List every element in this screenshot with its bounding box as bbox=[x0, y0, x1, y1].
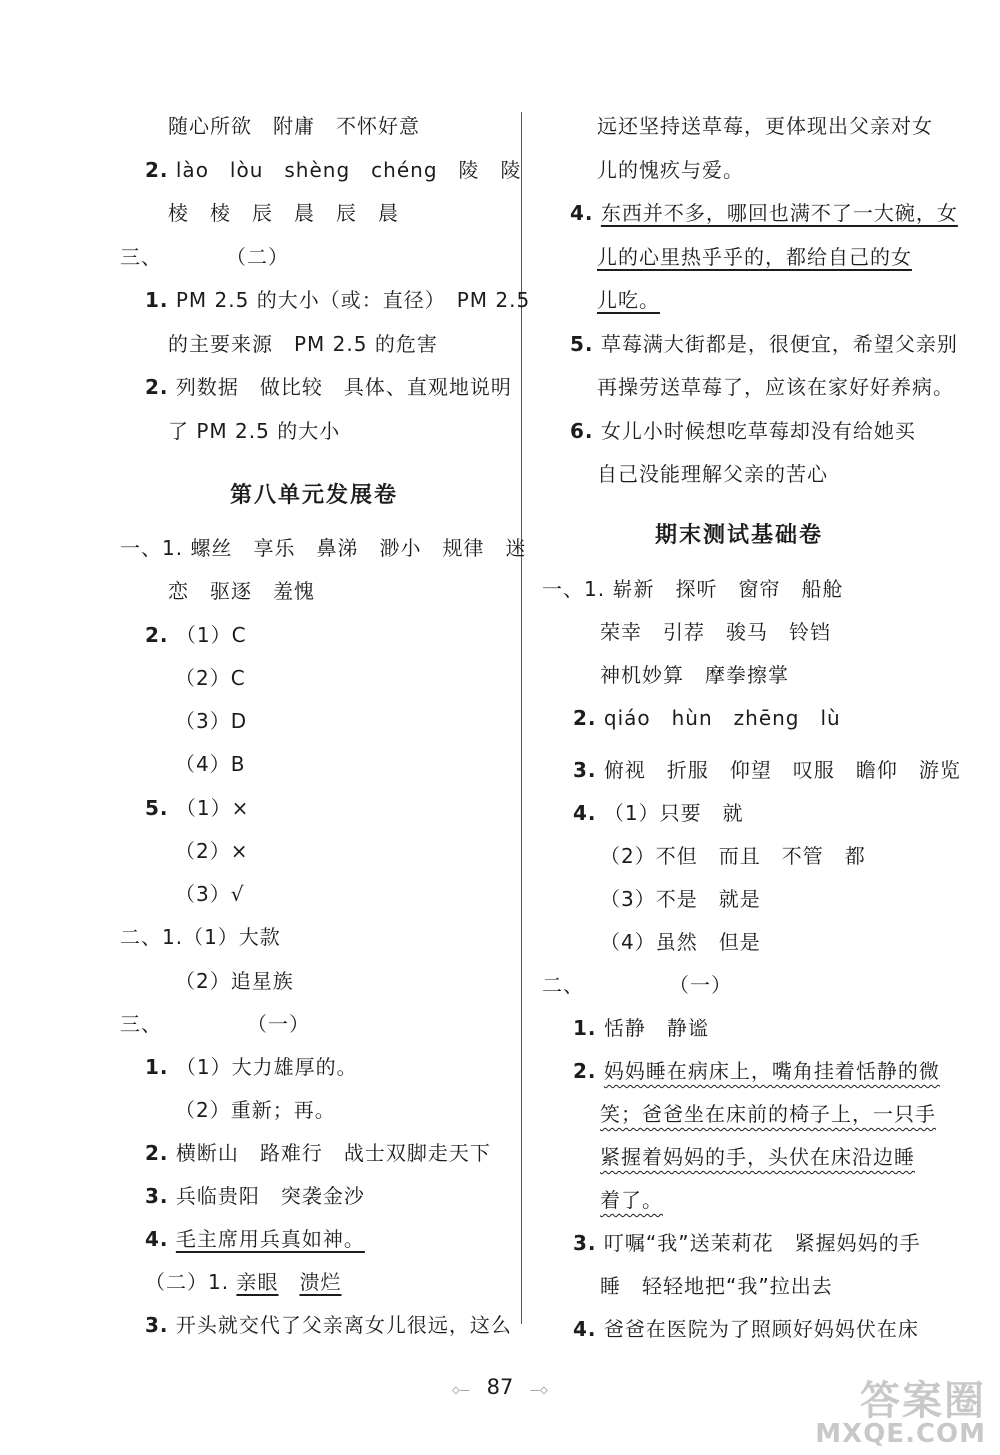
item-number: 1. bbox=[145, 1055, 169, 1079]
answer-text: 远还坚持送草莓，更体现出父亲对女 bbox=[597, 114, 933, 138]
answer-line bbox=[597, 461, 828, 487]
answer-text: （1）大力雄厚的。 bbox=[175, 1055, 358, 1079]
answer-line bbox=[570, 418, 916, 444]
answer-line bbox=[573, 800, 744, 826]
item-number: 2. bbox=[145, 158, 169, 182]
answer-line bbox=[145, 1312, 512, 1338]
answer-text: （1）× bbox=[175, 796, 250, 820]
answer-line bbox=[542, 576, 843, 602]
page-number: 87 bbox=[486, 1375, 514, 1399]
item-number: 3. bbox=[573, 758, 597, 782]
item-number: 4. bbox=[570, 201, 594, 225]
answer-line bbox=[600, 843, 866, 869]
item-number: 1. bbox=[573, 1016, 597, 1040]
answer-text: （3）不是 就是 bbox=[600, 887, 761, 911]
answer-line bbox=[168, 200, 399, 226]
item-number: 3. bbox=[145, 1313, 169, 1337]
answer-text: 三、 （一） bbox=[120, 1012, 310, 1036]
answer-text: （2）× bbox=[175, 839, 249, 863]
answer-line bbox=[145, 374, 512, 400]
underlined-answer: 溃烂 bbox=[299, 1270, 342, 1294]
item-number: 3. bbox=[573, 1231, 597, 1255]
answer-text: （3）√ bbox=[175, 882, 245, 906]
answer-text: 自己没能理解父亲的苦心 bbox=[597, 462, 828, 486]
answer-text: （4）B bbox=[175, 752, 246, 776]
answer-text: （2）追星族 bbox=[175, 969, 294, 993]
underlined-answer: 着了。 bbox=[600, 1188, 663, 1212]
answer-line bbox=[600, 1273, 833, 1299]
answer-text: （1）C bbox=[175, 623, 247, 647]
answer-text: 草莓满大街都是，很便宜，希望父亲别 bbox=[600, 332, 958, 356]
answer-line bbox=[597, 244, 912, 270]
underlined-answer: 亲眼 bbox=[236, 1270, 279, 1294]
answer-line bbox=[573, 1015, 709, 1041]
answer-line bbox=[145, 1054, 358, 1080]
answer-line bbox=[145, 622, 247, 648]
answer-text: 儿的愧疚与爱。 bbox=[597, 158, 744, 182]
answer-text: （2）重新；再。 bbox=[175, 1098, 336, 1122]
answer-line bbox=[600, 886, 761, 912]
answer-text: lào lòu shèng chéng 陵 陵 bbox=[175, 158, 522, 182]
answer-line bbox=[175, 838, 248, 864]
item-number: 2. bbox=[145, 623, 169, 647]
answer-line bbox=[573, 757, 961, 783]
answer-text: 恋 驱逐 羞愧 bbox=[168, 579, 315, 603]
answer-line bbox=[573, 1230, 921, 1256]
answer-line bbox=[168, 418, 340, 444]
answer-text: （2）不但 而且 不管 都 bbox=[600, 844, 866, 868]
answer-text: 一、1. 螺丝 享乐 鼻涕 渺小 规律 迷 bbox=[120, 536, 527, 560]
underlined-answer: 妈妈睡在病床上，嘴角挂着恬静的微 bbox=[603, 1059, 940, 1083]
answer-text: 开头就交代了父亲离女儿很远，这么 bbox=[175, 1313, 512, 1337]
answer-text: 神机妙算 摩拳擦掌 bbox=[600, 663, 789, 687]
ornament-left-icon: ◇— bbox=[452, 1385, 470, 1396]
answer-text: 二、 （一） bbox=[542, 973, 732, 997]
answer-text: （3）D bbox=[175, 709, 248, 733]
answer-text: （1）只要 就 bbox=[603, 801, 744, 825]
answer-line bbox=[573, 1316, 919, 1342]
answer-text: 兵临贵阳 突袭金沙 bbox=[175, 1184, 365, 1208]
answer-line bbox=[145, 1183, 365, 1209]
answer-line bbox=[600, 1144, 915, 1170]
item-number: 3. bbox=[145, 1184, 169, 1208]
answer-text: 叮嘱“我”送茉莉花 紧握妈妈的手 bbox=[603, 1231, 921, 1255]
watermark-url: MXQE.COM bbox=[815, 1419, 986, 1449]
item-number: 5. bbox=[570, 332, 594, 356]
answer-text: 棱 棱 辰 晨 辰 晨 bbox=[168, 201, 399, 225]
answer-line bbox=[175, 708, 247, 734]
section-heading-final-exam: 期末测试基础卷 bbox=[655, 523, 824, 548]
watermark bbox=[802, 1369, 992, 1449]
answer-line bbox=[175, 881, 244, 907]
answer-text: PM 2.5 的大小（或：直径） PM 2.5 bbox=[175, 288, 531, 312]
answer-text: （4）虽然 但是 bbox=[600, 930, 761, 954]
answer-line bbox=[145, 1269, 341, 1295]
underlined-answer: 毛主席用兵真如神。 bbox=[175, 1227, 365, 1251]
answer-text: 一、1. 崭新 探听 窗帘 船舱 bbox=[542, 577, 844, 601]
answer-line bbox=[168, 331, 438, 357]
answer-line bbox=[120, 244, 289, 270]
answer-text: 爸爸在医院为了照顾好妈妈伏在床 bbox=[603, 1317, 919, 1341]
ornament-right-icon: —◇ bbox=[530, 1385, 548, 1396]
answer-line bbox=[597, 113, 933, 139]
answer-line bbox=[120, 1011, 310, 1037]
answer-line bbox=[600, 662, 789, 688]
answer-text: 睡 轻轻地把“我”拉出去 bbox=[600, 1274, 833, 1298]
answer-text: 了 PM 2.5 的大小 bbox=[168, 419, 341, 443]
answer-line bbox=[120, 535, 526, 561]
answer-line bbox=[175, 968, 294, 994]
underlined-answer: 笑；爸爸坐在床前的椅子上，一只手 bbox=[600, 1102, 936, 1126]
answer-text: 二、1.（1）大款 bbox=[120, 925, 281, 949]
answer-text: 荣幸 引荐 骏马 铃铛 bbox=[600, 620, 831, 644]
answer-line bbox=[145, 157, 522, 183]
item-number: 6. bbox=[570, 419, 594, 443]
answer-text: 横断山 路难行 战士双脚走天下 bbox=[175, 1141, 491, 1165]
item-number: 4. bbox=[145, 1227, 169, 1251]
answer-text: 三、 （二） bbox=[120, 245, 289, 269]
section-heading-unit8: 第八单元发展卷 bbox=[230, 483, 399, 508]
answer-line bbox=[597, 287, 660, 313]
answer-text: 再操劳送草莓了，应该在家好好养病。 bbox=[597, 375, 954, 399]
answer-line bbox=[600, 929, 761, 955]
item-number: 5. bbox=[145, 796, 169, 820]
answer-text: 随心所欲 附庸 不怀好意 bbox=[168, 114, 420, 138]
item-number: 2. bbox=[573, 1059, 597, 1083]
answer-text: 俯视 折服 仰望 叹服 瞻仰 游览 bbox=[603, 758, 961, 782]
answer-line bbox=[570, 331, 958, 357]
answer-text: 恬静 静谧 bbox=[603, 1016, 709, 1040]
answer-line bbox=[573, 705, 841, 731]
answer-line bbox=[145, 287, 530, 313]
answer-text bbox=[278, 1270, 299, 1294]
answer-line bbox=[120, 924, 281, 950]
answer-text: （2）C bbox=[175, 666, 246, 690]
answer-line bbox=[570, 200, 958, 226]
item-number: 4. bbox=[573, 1317, 597, 1341]
watermark-title: 答案圈 bbox=[860, 1378, 986, 1424]
answer-text: （二）1. bbox=[145, 1270, 237, 1294]
answer-line bbox=[175, 751, 245, 777]
answer-line bbox=[175, 1097, 336, 1123]
answer-line bbox=[175, 665, 246, 691]
answer-line bbox=[573, 1058, 940, 1084]
answer-text: 女儿小时候想吃草莓却没有给她买 bbox=[600, 419, 916, 443]
answer-line bbox=[145, 1140, 491, 1166]
answer-line bbox=[600, 1187, 663, 1213]
answer-line bbox=[168, 113, 420, 139]
underlined-answer: 东西并不多，哪回也满不了一大碗，女 bbox=[600, 201, 958, 225]
answer-line bbox=[600, 619, 831, 645]
answer-line bbox=[600, 1101, 936, 1127]
answer-line bbox=[145, 1226, 365, 1252]
answer-line bbox=[168, 578, 315, 604]
answer-text: 的主要来源 PM 2.5 的危害 bbox=[168, 332, 438, 356]
answer-text: 列数据 做比较 具体、直观地说明 bbox=[175, 375, 512, 399]
item-number: 2. bbox=[573, 706, 597, 730]
item-number: 2. bbox=[145, 1141, 169, 1165]
answer-line bbox=[145, 795, 249, 821]
answer-line bbox=[542, 972, 732, 998]
item-number: 4. bbox=[573, 801, 597, 825]
item-number: 1. bbox=[145, 288, 169, 312]
answer-line bbox=[597, 157, 744, 183]
answer-line bbox=[597, 374, 954, 400]
item-number: 2. bbox=[145, 375, 169, 399]
underlined-answer: 紧握着妈妈的手，头伏在床沿边睡 bbox=[600, 1145, 915, 1169]
underlined-answer: 儿吃。 bbox=[597, 288, 660, 312]
answer-text: qiáo hùn zhēng lù bbox=[603, 706, 841, 730]
underlined-answer: 儿的心里热乎乎的，都给自己的女 bbox=[597, 245, 912, 269]
